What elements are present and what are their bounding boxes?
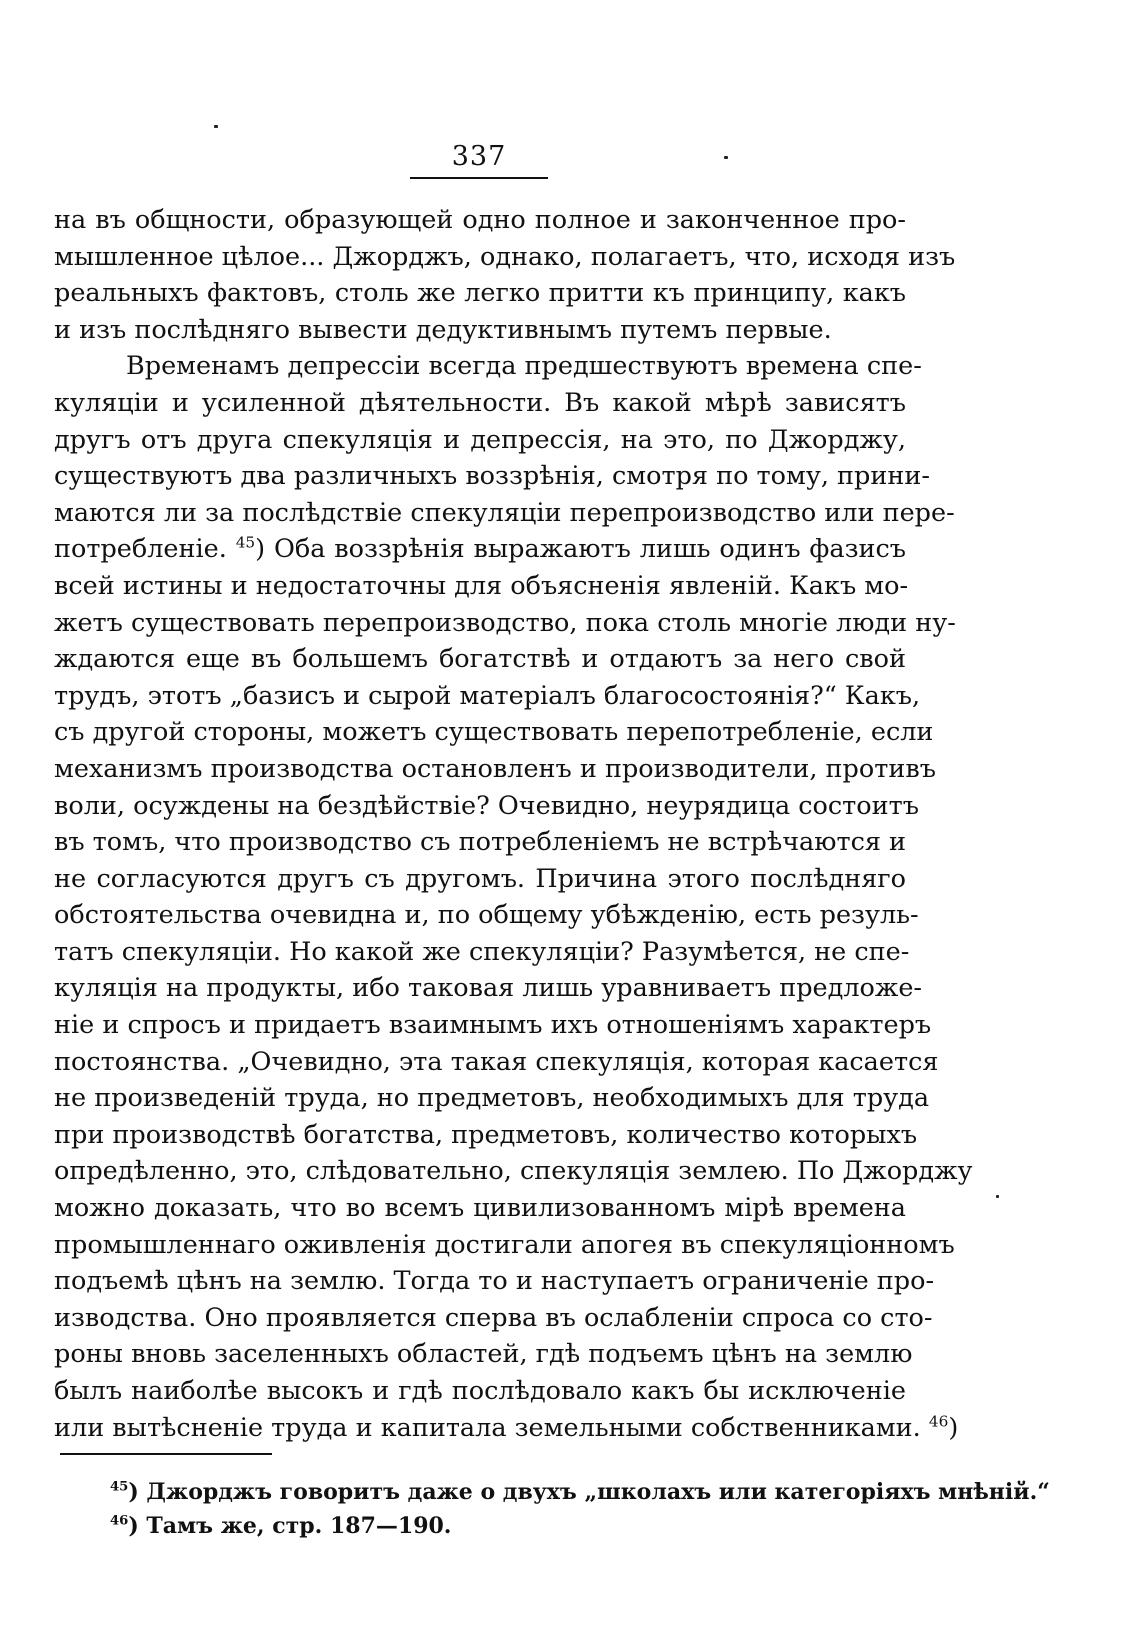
text-line: не согласуются другъ съ другомъ. Причина этого послѣдняго <box>54 863 906 894</box>
footnote-text: ) Тамъ же, стр. 187—190. <box>128 1513 452 1539</box>
text-line: въ томъ, что производство съ потребленіемъ не встрѣчаются и <box>54 827 907 858</box>
text-line: съ другой стороны, можетъ существовать перепотребленіе, если <box>54 717 934 748</box>
text-line-with-footnote-ref <box>54 1410 959 1447</box>
text-line: куляція на продукты, ибо таковая лишь уравниваетъ предложе- <box>54 973 923 1004</box>
text-line: при производствѣ богатства, предметовъ, количество которыхъ <box>54 1119 918 1150</box>
text-line: татъ спекуляціи. Но какой же спекуляціи? Разумѣется, не спе- <box>54 936 910 967</box>
text-line: роны вновь заселенныхъ областей, гдѣ подъемъ цѣнъ на землю <box>54 1339 913 1370</box>
text-line: существуютъ два различныхъ воззрѣнія, смотря по тому, прини- <box>54 461 930 492</box>
text-fragment: или вытѣсненіе труда и капитала земельными собственниками. <box>54 1412 921 1443</box>
text-line: мышленное цѣлое... Джорджъ, однако, полагаетъ, что, исходя изъ <box>54 241 956 272</box>
page-number-underline <box>410 177 548 179</box>
text-line: всей истины и недостаточны для объясненія явленій. Какъ мо- <box>54 570 909 601</box>
text-line: былъ наиболѣе высокъ и гдѣ послѣдовало какъ бы исключеніе <box>54 1376 906 1406</box>
text-line: другъ отъ друга спекуляція и депрессія, на это, по Джорджу, <box>54 424 906 455</box>
text-line: подъемѣ цѣнъ на землю. Тогда то и наступаетъ ограниченіе про- <box>54 1266 935 1297</box>
text-line: и изъ послѣдняго вывести дедуктивнымъ путемъ первые. <box>54 314 832 345</box>
footnotes <box>110 1475 1050 1543</box>
footnote-marker: 45 <box>110 1479 129 1495</box>
page-number: 337 <box>451 141 507 172</box>
text-line: ждаются еще въ большемъ богатствѣ и отдаютъ за него свой <box>54 644 906 675</box>
text-fragment: ) <box>948 1412 959 1443</box>
print-speck <box>214 125 218 128</box>
footnote-45 <box>110 1475 1050 1509</box>
text-line: жетъ существовать перепроизводство, пока столь многіе люди ну- <box>54 607 956 638</box>
text-fragment: ) Оба воззрѣнія выражаютъ лишь одинъ фазисъ <box>255 534 906 565</box>
footnote-46 <box>110 1509 910 1543</box>
text-line: промышленнаго оживленія достигали апогея въ спекуляціонномъ <box>54 1229 955 1260</box>
text-line: реальныхъ фактовъ, столь же легко притти къ принципу, какъ <box>54 278 906 309</box>
text-line: воли, осуждены на бездѣйствіе? Очевидно, неурядица состоитъ <box>54 790 919 821</box>
text-line: трудъ, этотъ „базисъ и сырой матеріалъ благосостоянія?“ Какъ, <box>54 680 921 711</box>
body-text <box>54 202 973 1446</box>
text-line: не произведеній труда, но предметовъ, необходимыхъ для труда <box>54 1083 930 1114</box>
footnote-reference-46: 46 <box>928 1412 949 1431</box>
footnote-marker: 46 <box>110 1513 129 1529</box>
footnote-text: ) Джорджъ говоритъ даже о двухъ „школахъ или категоріяхъ мнѣній.“ <box>128 1479 1050 1505</box>
footnote-separator <box>60 1453 272 1455</box>
print-speck <box>996 1195 999 1198</box>
print-speck <box>724 156 728 159</box>
text-line: на въ общности, образующей одно полное и законченное про- <box>54 205 906 235</box>
text-line: обстоятельства очевидна и, по общему убѣжденію, есть резуль- <box>54 900 919 931</box>
paragraph-start-line: Временамъ депрессіи всегда предшествуютъ времена спе- <box>126 351 922 382</box>
text-line: куляціи и усиленной дѣятельности. Въ какой мѣрѣ зависятъ <box>54 387 906 418</box>
text-fragment: потребленіе. <box>54 534 227 565</box>
text-line: маются ли за послѣдствіе спекуляціи перепроизводство или пере- <box>54 497 955 528</box>
text-line: опредѣленно, это, слѣдовательно, спекуляція землею. По Джорджу <box>54 1156 973 1187</box>
text-line: механизмъ производства остановленъ и производители, противъ <box>54 753 936 784</box>
text-line-with-footnote-ref <box>54 531 906 568</box>
text-line: постоянства. „Очевидно, эта такая спекуляція, которая касается <box>54 1046 939 1077</box>
footnote-reference-45: 45 <box>235 533 256 552</box>
text-line: ніе и спросъ и придаетъ взаимнымъ ихъ отношеніямъ характеръ <box>54 1010 932 1041</box>
text-line: изводства. Оно проявляется сперва въ ослабленіи спроса со сто- <box>54 1302 933 1333</box>
text-line: можно доказать, что во всемъ цивилизованномъ мірѣ времена <box>54 1193 906 1224</box>
